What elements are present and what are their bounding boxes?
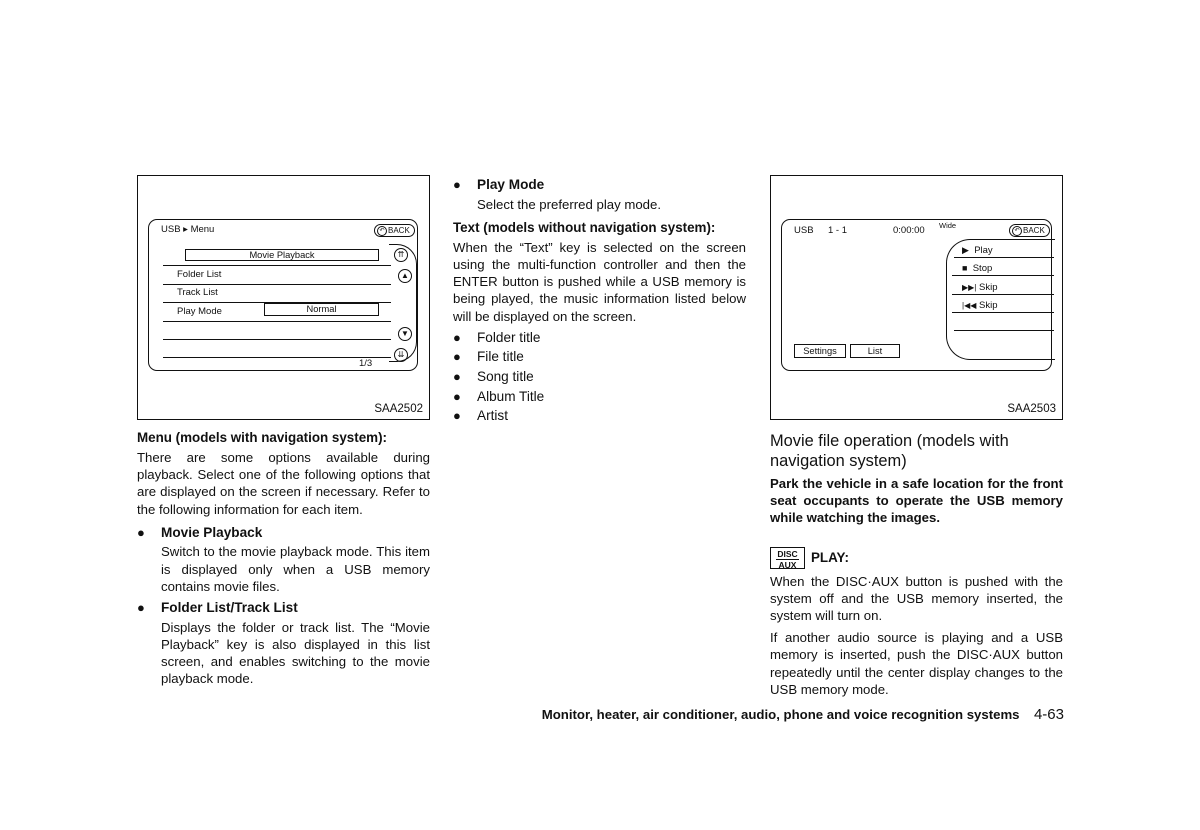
play-label: PLAY:	[811, 550, 849, 566]
item-label: Song title	[477, 369, 534, 384]
play-mode-value[interactable]: Normal	[264, 303, 379, 316]
item-title: Movie Playback	[161, 524, 263, 540]
control-divider	[952, 294, 1054, 295]
item-body: Switch to the movie playback mode. This item is displayed only when a USB memory contains movie files.	[161, 544, 430, 594]
figure-usb-movie	[770, 175, 1063, 420]
footer-section-title: Monitor, heater, air conditioner, audio, phone and voice recognition systems	[541, 707, 1020, 722]
play-control[interactable]	[962, 245, 993, 256]
item-title: Folder List/Track List	[161, 600, 298, 616]
time-display: 0:00:00	[893, 225, 925, 236]
play-icon: ▶	[962, 245, 969, 255]
row-play-mode[interactable]: Play Mode	[177, 306, 222, 317]
screen-title: USB ▸ Menu	[161, 224, 215, 235]
text-heading: Text (models without navigation system):	[453, 219, 716, 235]
bullet: ●	[137, 600, 145, 616]
item-label: Folder title	[477, 329, 541, 345]
menu-intro: There are some options available during playback. Select one of the following options that are displayed on the screen if necessary. Refer to the following information for each item.	[137, 450, 430, 517]
back-label: BACK	[1023, 226, 1045, 235]
stop-label: Stop	[972, 263, 993, 274]
disc-label: DISC	[777, 548, 798, 559]
item-body: Displays the folder or track list. The “Movie Playback” key is also displayed in this list screen, and enables switching to the movie playback mode.	[161, 619, 430, 687]
row-divider	[163, 357, 391, 358]
info-list	[453, 328, 746, 426]
usb-menu-screen	[148, 219, 418, 371]
source-label: USB	[794, 225, 814, 236]
list-item-folder-track-list	[137, 598, 430, 618]
section-title: Movie file operation (models with navigation system)	[770, 432, 1009, 470]
track-number: 1 - 1	[828, 225, 848, 236]
skip-back-icon: |◀◀	[962, 301, 977, 310]
play-paragraph-1: When the DISC·AUX button is pushed with the system off and the USB memory inserted, the system will turn on.	[770, 573, 1063, 624]
play-label: Play	[974, 245, 993, 256]
bullet: ●	[453, 177, 461, 192]
control-divider	[954, 330, 1054, 331]
control-divider	[954, 257, 1054, 258]
scroll-up-icon[interactable]: ▲	[398, 269, 412, 283]
bullet: ●	[453, 388, 461, 404]
play-mode-body: Select the preferred play mode.	[477, 196, 661, 212]
bullet: ●	[453, 408, 461, 424]
list-item	[453, 387, 746, 407]
text-intro: When the “Text” key is selected on the screen using the multi-function controller and then the ENTER button is pushed while a USB memory is being played, the music information listed below will be displayed on the screen.	[453, 239, 746, 324]
back-button[interactable]	[374, 224, 415, 237]
skip-back-control[interactable]	[962, 300, 998, 311]
usb-movie-screen	[781, 219, 1052, 371]
play-heading	[770, 547, 1063, 569]
figure-code: SAA2502	[374, 403, 423, 415]
safety-warning: Park the vehicle in a safe location for the front seat occupants to operate the USB memory while watching the images.	[770, 476, 1063, 526]
bullet: ●	[453, 369, 461, 384]
figure-usb-menu	[137, 175, 430, 420]
stop-control[interactable]	[962, 263, 992, 274]
item-label: Artist	[477, 408, 508, 424]
skip-label: Skip	[979, 282, 998, 293]
stop-icon: ■	[962, 263, 968, 273]
item-label: Album Title	[477, 388, 545, 404]
back-button[interactable]	[1009, 224, 1050, 237]
list-item-movie-playback	[137, 523, 430, 543]
disc-aux-button-icon	[770, 547, 805, 569]
back-arrow-icon: ↶	[377, 226, 387, 236]
row-divider	[163, 321, 391, 322]
page-number: 4-63	[1033, 706, 1064, 723]
list-item	[453, 347, 746, 367]
row-folder-list[interactable]: Folder List	[177, 269, 222, 280]
bullet: ●	[453, 349, 461, 365]
item-label: File title	[477, 349, 524, 365]
aux-label: AUX	[776, 559, 799, 570]
movie-playback-button[interactable]: Movie Playback	[185, 249, 379, 261]
row-track-list[interactable]: Track List	[177, 287, 218, 298]
scroll-top-icon[interactable]: ⇈	[394, 248, 408, 262]
page-footer	[440, 706, 1064, 724]
column-1	[137, 430, 430, 687]
list-item	[453, 367, 746, 387]
row-divider	[163, 284, 391, 285]
skip-forward-icon: ▶▶|	[962, 283, 977, 292]
page-indicator: 1/3	[359, 358, 373, 369]
menu-heading: Menu (models with navigation system):	[137, 430, 387, 445]
row-divider	[163, 265, 391, 266]
back-label: BACK	[388, 226, 410, 235]
control-divider	[952, 312, 1054, 313]
skip-label: Skip	[979, 300, 998, 311]
back-arrow-icon: ↶	[1012, 226, 1022, 236]
scroll-bottom-icon[interactable]: ⇊	[394, 348, 408, 362]
item-title: Play Mode	[477, 177, 545, 192]
list-button[interactable]: List	[850, 344, 900, 358]
column-2	[453, 175, 746, 426]
bullet: ●	[137, 524, 145, 540]
list-item	[453, 328, 746, 348]
column-3	[770, 431, 1063, 698]
skip-forward-control[interactable]	[962, 282, 998, 293]
bullet: ●	[453, 329, 461, 345]
control-divider	[952, 275, 1054, 276]
wide-label: Wide	[939, 221, 957, 230]
list-item-play-mode	[453, 175, 746, 195]
figure-code: SAA2503	[1007, 403, 1056, 415]
row-divider	[163, 339, 391, 340]
list-item	[453, 406, 746, 426]
scroll-down-icon[interactable]: ▼	[398, 327, 412, 341]
play-paragraph-2: If another audio source is playing and a USB memory is inserted, push the DISC·AUX button repeatedly until the center display changes to the USB memory mode.	[770, 630, 1063, 697]
settings-button[interactable]: Settings	[794, 344, 846, 358]
